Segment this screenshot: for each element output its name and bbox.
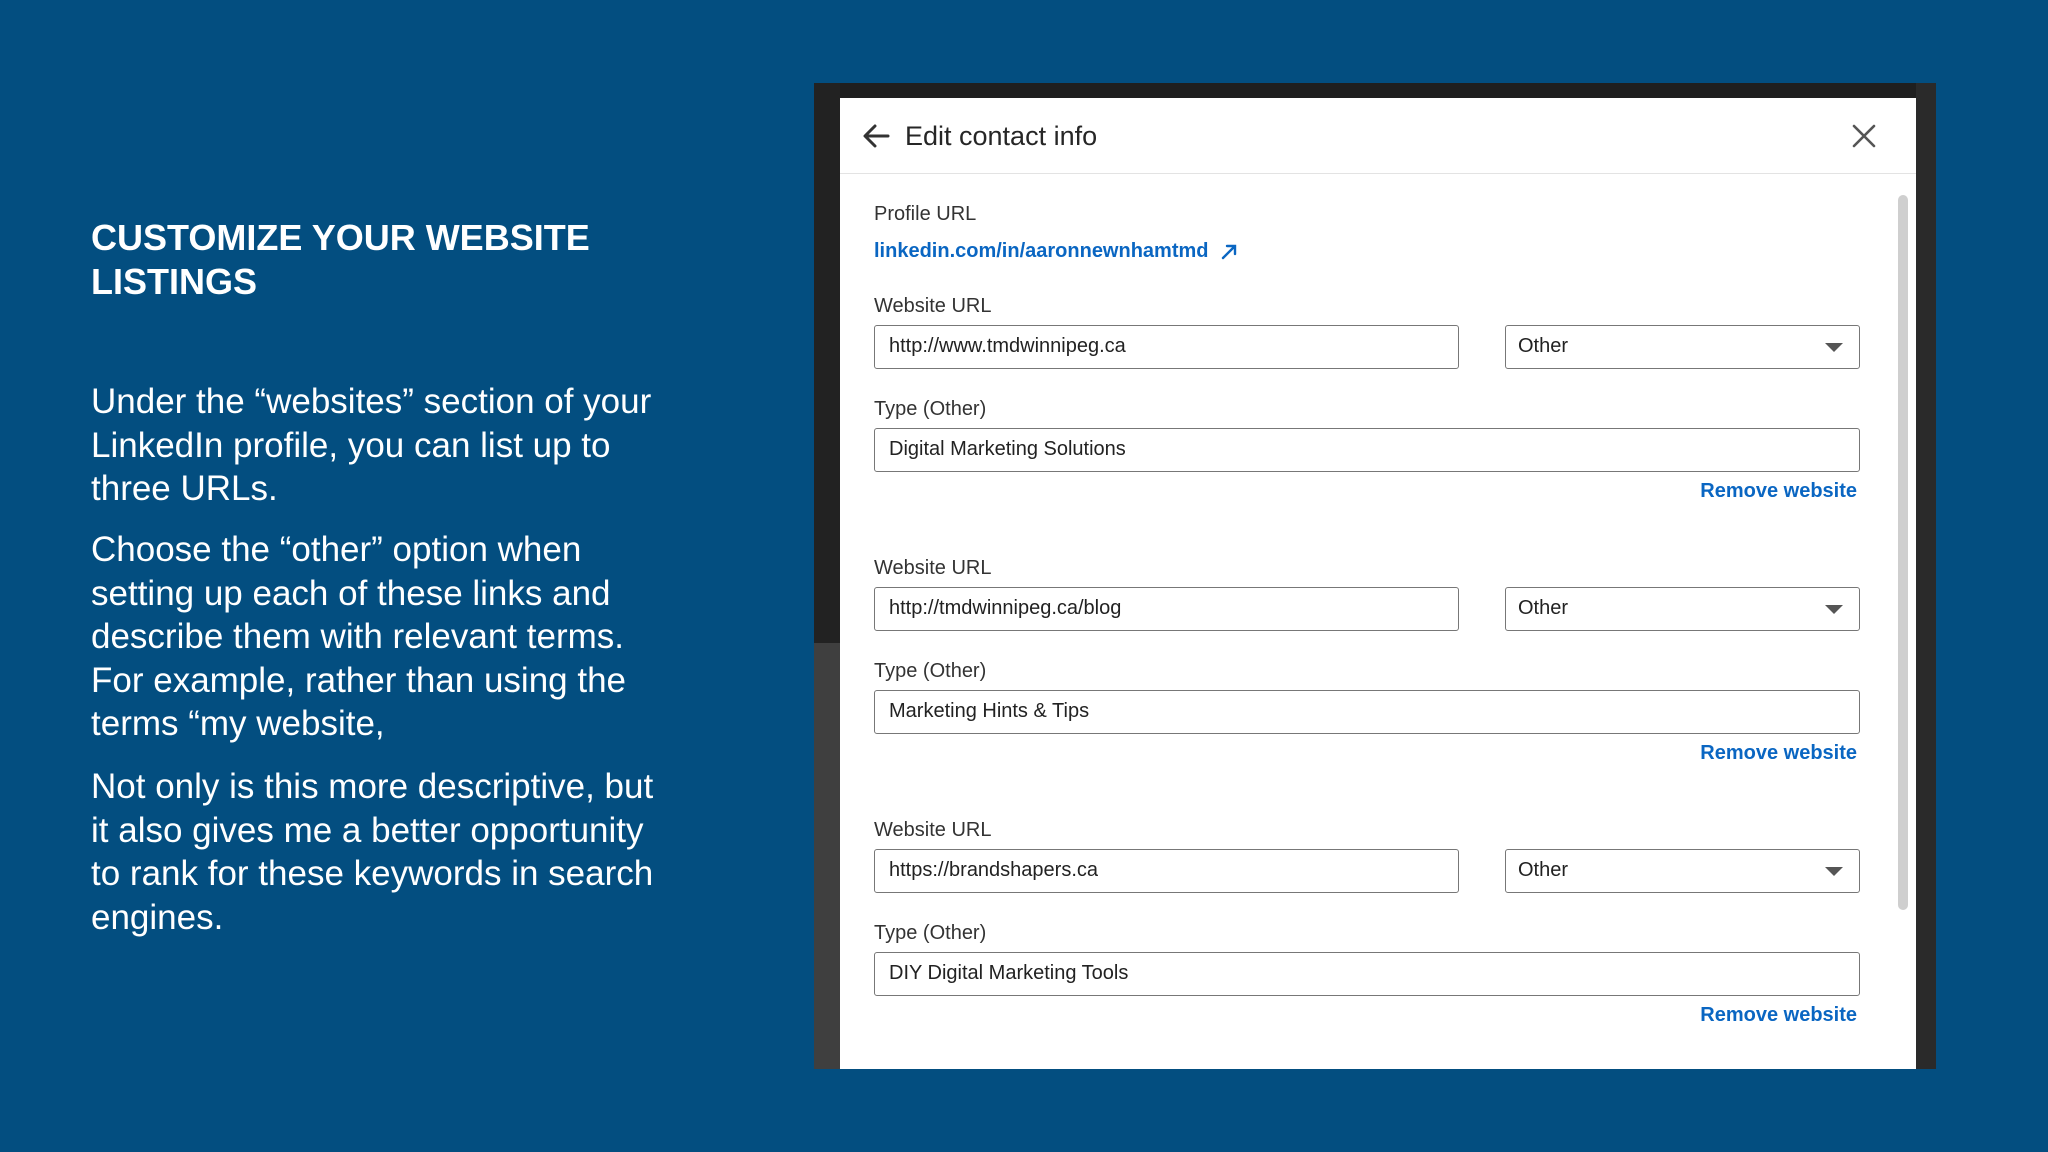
remove-website-button[interactable]: Remove website	[1700, 480, 1857, 502]
type-other-label: Type (Other)	[874, 398, 987, 420]
website-url-label: Website URL	[874, 295, 992, 317]
remove-website-button[interactable]: Remove website	[1700, 1004, 1857, 1026]
slide-paragraph-2: Choose the “other” option when setting up each of these links and describe them with relevant terms. For example, rather than using the terms “my website,	[91, 530, 627, 743]
chevron-down-icon	[1825, 867, 1843, 876]
slide-paragraph-3: Not only is this more descriptive, but it also gives me a better opportunity to rank for these keywords in search engines.	[91, 767, 654, 937]
chevron-down-icon	[1825, 605, 1843, 614]
type-other-input[interactable]: Digital Marketing Solutions	[874, 428, 1860, 472]
remove-website-button[interactable]: Remove website	[1700, 742, 1857, 764]
type-other-label: Type (Other)	[874, 660, 987, 682]
profile-url-text: linkedin.com/in/aaronnewnhamtmd	[874, 240, 1209, 262]
website-url-label: Website URL	[874, 819, 992, 841]
chevron-down-icon	[1825, 343, 1843, 352]
website-type-select[interactable]	[1505, 849, 1860, 893]
type-other-input[interactable]: DIY Digital Marketing Tools	[874, 952, 1860, 996]
type-other-label: Type (Other)	[874, 922, 987, 944]
website-url-label: Website URL	[874, 557, 992, 579]
slide-heading: CUSTOMIZE YOUR WEBSITE LISTINGS	[91, 217, 590, 302]
edit-contact-info-modal	[840, 98, 1916, 1069]
website-type-select[interactable]	[1505, 325, 1860, 369]
website-type-select[interactable]	[1505, 587, 1860, 631]
website-type-value: Other	[1518, 335, 1569, 357]
modal-title: Edit contact info	[905, 121, 1098, 151]
website-url-input[interactable]: http://tmdwinnipeg.ca/blog	[874, 587, 1459, 631]
external-link-icon	[1220, 243, 1238, 261]
back-arrow-icon[interactable]	[860, 120, 892, 152]
website-url-input[interactable]: http://www.tmdwinnipeg.ca	[874, 325, 1459, 369]
profile-url-label: Profile URL	[874, 203, 977, 225]
screenshot-frame	[814, 83, 1936, 1069]
close-icon[interactable]	[1850, 122, 1878, 150]
modal-header	[840, 98, 1916, 174]
website-type-value: Other	[1518, 597, 1569, 619]
type-other-input[interactable]: Marketing Hints & Tips	[874, 690, 1860, 734]
website-url-input[interactable]: https://brandshapers.ca	[874, 849, 1459, 893]
slide-paragraph-1: Under the “websites” section of your LinkedIn profile, you can list up to three URLs.	[91, 382, 652, 508]
profile-url-link[interactable]	[874, 239, 1238, 263]
website-type-value: Other	[1518, 859, 1569, 881]
scrollbar-thumb[interactable]	[1898, 195, 1908, 910]
